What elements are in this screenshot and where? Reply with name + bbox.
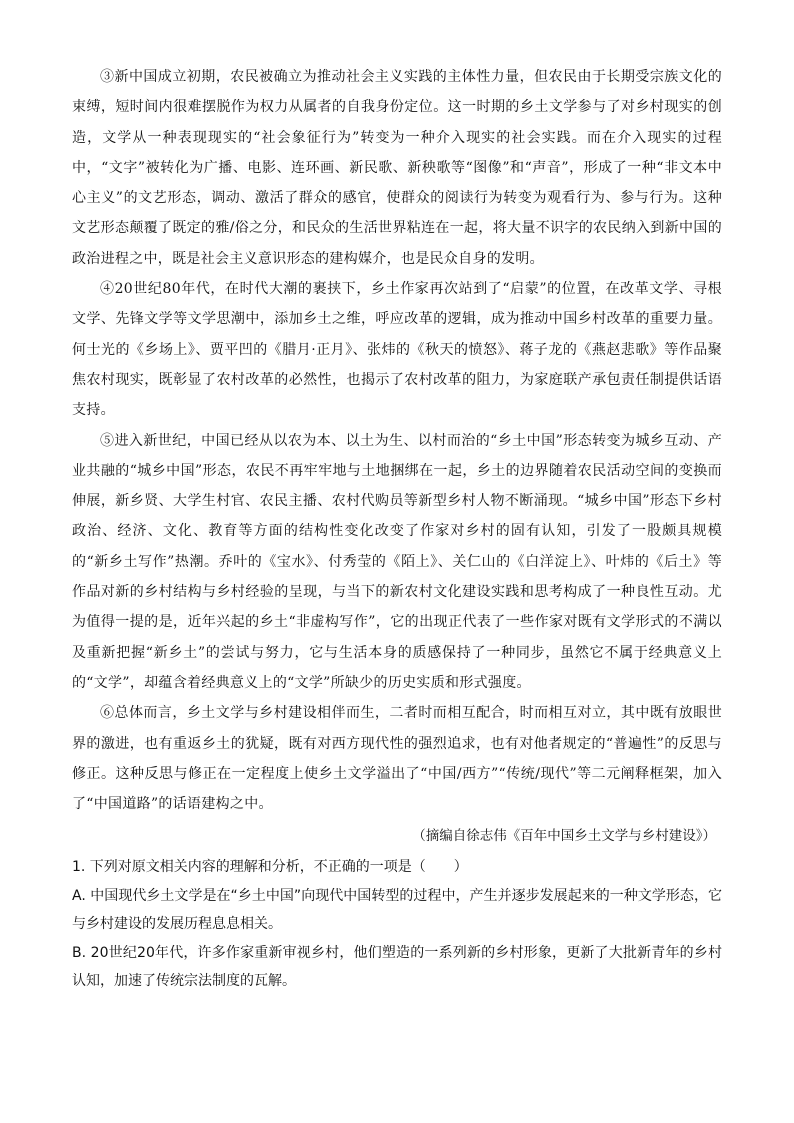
document-page (72, 62, 722, 996)
question-1-option-b: B. 20世纪20年代，许多作家重新审视乡村，他们塑造的一系列新的乡村形象，更新了大批新青年的乡村认知，加速了传统宗法制度的瓦解。 (72, 944, 722, 990)
question-1-option-a: A. 中国现代乡土文学是在“乡土中国”向现代中国转型的过程中，产生并逐步发展起来的一种文学形态，它与乡村建设的发展历程息息相关。 (72, 887, 722, 933)
paragraph-4: ④20世纪80年代，在时代大潮的裹挟下，乡土作家再次站到了“启蒙”的位置，在改革文学、寻根文学、先锋文学等文学思潮中，添加乡土之维，呼应改革的逻辑，成为推动中国乡村改革的重要力量。何士光的《乡场上》、贾平凹的《腊月·正月》、张炜的《秋天的愤怒》、蒋子龙的《燕赵悲歌》等作品聚焦农村现实，既彰显了农村改革的必然性，也揭示了农村改革的阻力，为家庭联产承包责任制提供话语支持。 (72, 281, 722, 419)
paragraph-6: ⑥总体而言，乡土文学与乡村建设相伴而生，二者时而相互配合，时而相互对立，其中既有放眼世界的激进，也有重返乡土的犹疑，既有对西方现代性的强烈追求，也有对他者规定的“普遍性”的反思与修正。这种反思与修正在一定程度上使乡土文学溢出了“中国/西方”“传统/现代”等二元阐释框架，加入了“中国道路”的话语建构之中。 (72, 705, 722, 813)
source-citation: （摘编自徐志伟《百年中国乡土文学与乡村建设》） (412, 828, 716, 845)
paragraph-3: ③新中国成立初期，农民被确立为推动社会主义实践的主体性力量，但农民由于长期受宗族文化的束缚，短时间内很难摆脱作为权力从属者的自我身份定位。这一时期的乡土文学参与了对乡村现实的创造，文学从一种表现现实的“社会象征行为”转变为一种介入现实的社会实践。而在介入现实的过程中，“文字”被转化为广播、电影、连环画、新民歌、新秧歌等“图像”和“声音”，形成了一种“非文本中心主义”的文艺形态，调动、激活了群众的感官，使群众的阅读行为转变为观看行为、参与行为。这种文艺形态颠覆了既定的雅/俗之分，和民众的生活世界粘连在一起，将大量不识字的农民纳入到新中国的政治进程之中，既是社会主义意识形态的建构媒介，也是民众自身的发明。 (72, 69, 722, 267)
question-1-stem: 1. 下列对原文相关内容的理解和分析，不正确的一项是（ ） (72, 859, 468, 876)
paragraph-5: ⑤进入新世纪，中国已经从以农为本、以土为生、以村而治的“乡土中国”形态转变为城乡互动、产业共融的“城乡中国”形态，农民不再牢牢地与土地捆绑在一起，乡土的边界随着农民活动空间的变换而伸展，新乡贤、大学生村官、农民主播、农村代购员等新型乡村人物不断涌现。“城乡中国”形态下乡村政治、经济、文化、教育等方面的结构性变化改变了作家对乡村的固有认知，引发了一股颇具规模的“新乡土写作”热潮。乔叶的《宝水》、付秀莹的《陌上》、关仁山的《白洋淀上》、叶炜的《后土》等作品对新的乡村结构与乡村经验的呈现，与当下的新农村文化建设实践和思考构成了一种良性互动。尤为值得一提的是，近年兴起的乡土“非虚构写作”，它的出现正代表了一些作家对既有文学形式的不满以及重新把握“新乡土”的尝试与努力，它与生活本身的质感保持了一种同步，虽然它不属于经典意义上的“文学”，却蕴含着经典意义上的“文学”所缺少的历史实质和形式强度。 (72, 432, 722, 691)
